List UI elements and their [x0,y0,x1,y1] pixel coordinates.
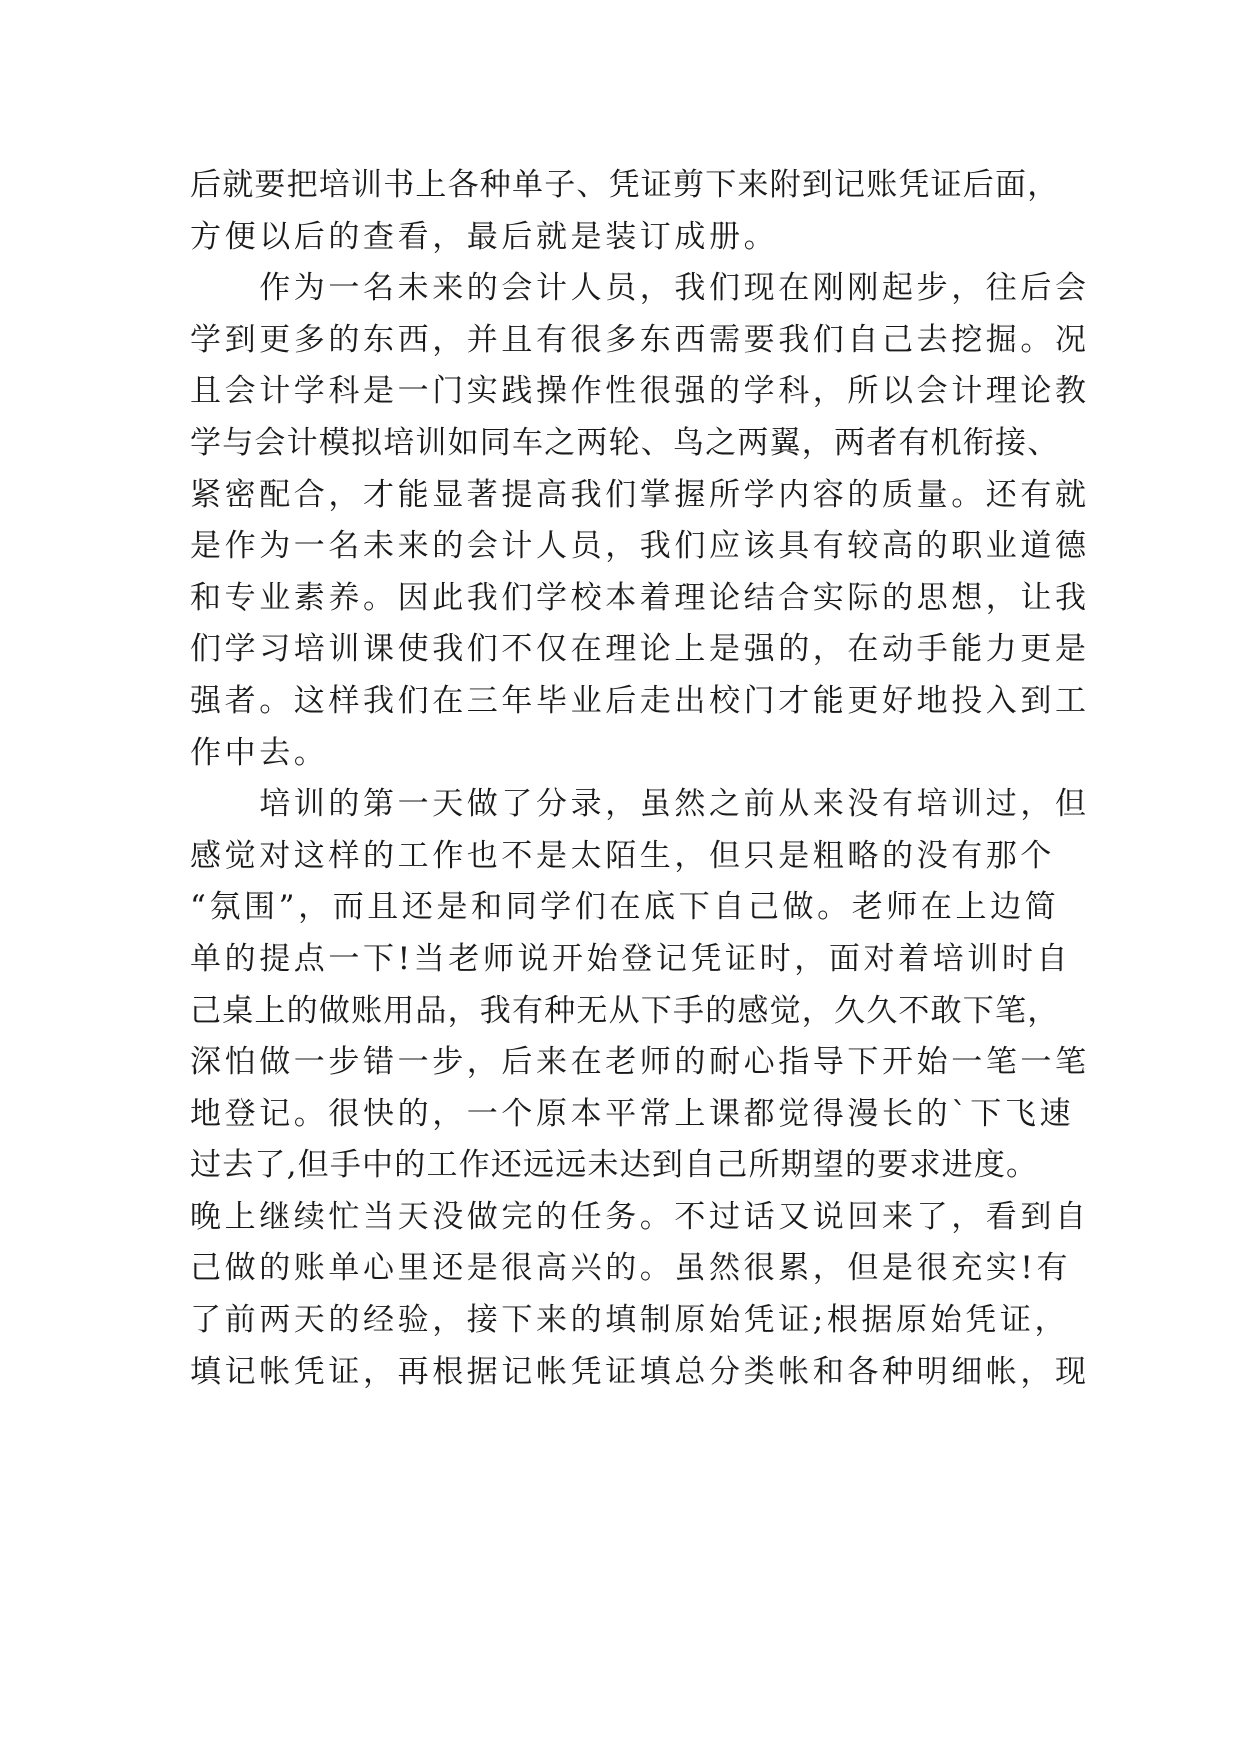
paragraph-start-line: 作为一名未来的会计人员，我们现在刚刚起步，往后会 [190,270,1090,307]
paragraph-start-line: 培训的第一天做了分录，虽然之前从来没有培训过，但 [190,786,1090,823]
text-line: 学到更多的东西，并且有很多东西需要我们自己去挖掘。况 [190,321,1090,358]
text-line: 后就要把培训书上各种单子、凭证剪下来附到记账凭证后面， [190,167,1060,203]
text-line: 晚上继续忙当天没做完的任务。不过话又说回来了，看到自 [190,1198,1090,1235]
text-line: 们学习培训课使我们不仅在理论上是强的，在动手能力更是 [190,631,1090,668]
text-line: 方便以后的查看，最后就是装订成册。 [190,218,779,255]
text-line: 和专业素养。因此我们学校本着理论结合实际的思想，让我 [190,579,1090,616]
text-line: 强者。这样我们在三年毕业后走出校门才能更好地投入到工 [190,682,1090,719]
text-line: 己桌上的做账用品，我有种无从下手的感觉，久久不敢下笔， [190,992,1060,1029]
text-line: 过去了,但手中的工作还远远未达到自己所期望的要求进度。 [190,1147,1039,1184]
text-line: 填记帐凭证，再根据记帐凭证填总分类帐和各种明细帐，现 [190,1353,1090,1390]
text-line: “氛围”，而且还是和同学们在底下自己做。老师在上边简 [190,889,1060,926]
text-line: 己做的账单心里还是很高兴的。虽然很累，但是很充实!有 [190,1250,1072,1287]
text-line: 地登记。很快的，一个原本平常上课都觉得漫长的`下飞速 [190,1095,1075,1132]
text-line: 学与会计模拟培训如同车之两轮、鸟之两翼，两者有机衔接、 [190,424,1060,461]
text-line: 紧密配合，才能显著提高我们掌握所学内容的质量。还有就 [190,476,1090,513]
text-line: 单的提点一下!当老师说开始登记凭证时，面对着培训时自 [190,940,1072,977]
text-line: 且会计学科是一门实践操作性很强的学科，所以会计理论教 [190,373,1090,410]
text-line: 作中去。 [190,734,329,771]
text-line: 深怕做一步错一步，后来在老师的耐心指导下开始一笔一笔 [190,1044,1090,1081]
text-line: 感觉对这样的工作也不是太陌生，但只是粗略的没有那个 [190,837,1055,874]
text-line: 是作为一名未来的会计人员，我们应该具有较高的职业道德 [190,528,1090,565]
text-line: 了前两天的经验，接下来的填制原始凭证;根据原始凭证， [190,1302,1070,1339]
document-body [190,160,1090,1398]
